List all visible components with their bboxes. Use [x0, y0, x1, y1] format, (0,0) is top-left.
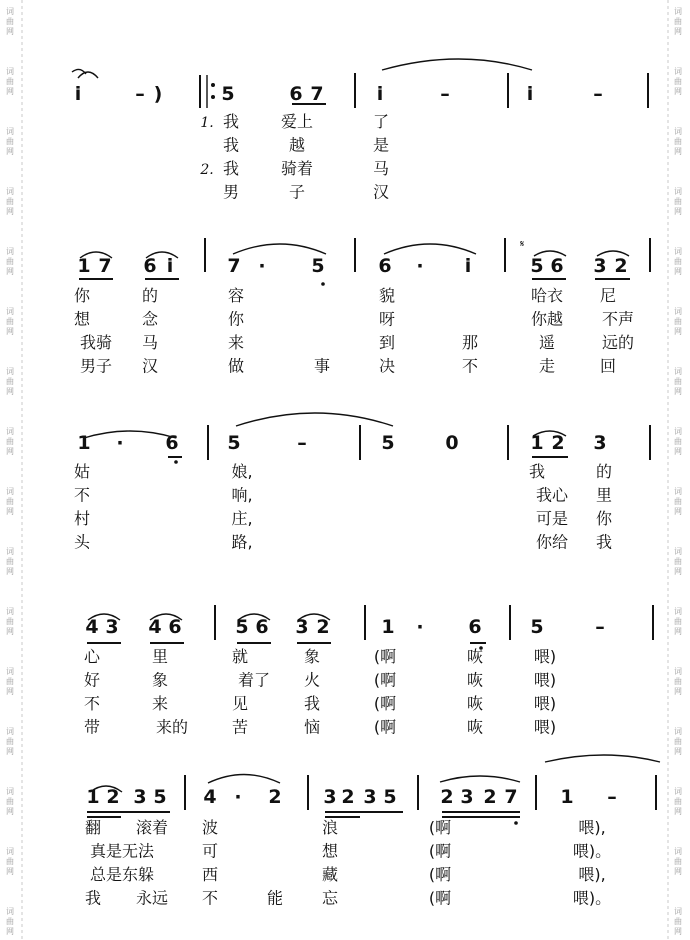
- watermark-char: 词: [6, 667, 14, 676]
- jianpu-note: 5: [383, 786, 397, 808]
- jianpu-note: 2: [440, 786, 454, 808]
- watermark-char: 词: [674, 247, 682, 256]
- watermark-char: 曲: [6, 377, 14, 386]
- watermark-char: 网: [674, 207, 682, 216]
- watermark-char: 曲: [6, 257, 14, 266]
- watermark-char: 词: [674, 307, 682, 316]
- lyric-text: 那: [461, 333, 479, 352]
- lyric-text: 我: [222, 159, 240, 178]
- lyric-text: 我心: [535, 485, 569, 505]
- watermark-char: 词: [674, 727, 682, 736]
- jianpu-note: 0: [445, 432, 459, 454]
- lyric-text: (啊: [428, 818, 452, 837]
- jianpu-note: –: [593, 83, 603, 105]
- watermark-char: 词: [674, 127, 682, 136]
- watermark-char: 曲: [674, 377, 682, 386]
- lyric-text: 到: [378, 333, 396, 352]
- watermark-char: 曲: [674, 797, 682, 806]
- lyric-text: 了: [372, 112, 390, 131]
- tie-arc: [208, 775, 280, 784]
- lyric-text: 越: [288, 135, 306, 155]
- jianpu-note: 2: [551, 432, 565, 454]
- lyric-text: 恼: [303, 717, 321, 737]
- watermark-char: 词: [674, 787, 682, 796]
- lyric-text: 波: [201, 818, 219, 837]
- watermark-char: 曲: [674, 737, 682, 746]
- verse-number: 2.: [200, 162, 214, 178]
- lyric-text: 遥: [538, 333, 556, 352]
- jianpu-note: 3: [105, 616, 119, 638]
- jianpu-note: 6: [378, 255, 392, 277]
- jianpu-note: 1: [530, 432, 544, 454]
- jianpu-note: 6: [168, 616, 182, 638]
- lyric-text: 能: [266, 888, 284, 908]
- watermark-char: 词: [6, 187, 14, 196]
- watermark-char: 词: [674, 907, 682, 916]
- lyric-text: (啊: [373, 670, 397, 690]
- lower-octave-dot: [321, 282, 325, 286]
- lyric-text: 你: [73, 286, 91, 305]
- jianpu-note: 5: [221, 83, 235, 105]
- lyric-text: 好: [83, 670, 101, 690]
- jianpu-note: 5: [311, 255, 325, 277]
- system-4: [84, 616, 605, 737]
- lyric-text: 喂): [533, 694, 557, 713]
- lyric-text: 做: [227, 356, 245, 376]
- lyric-text: 不: [461, 356, 479, 376]
- lyric-text: 汉: [372, 182, 390, 202]
- watermark-char: 词: [6, 547, 14, 556]
- lyric-text: 苦: [231, 717, 249, 737]
- lyric-text: (啊: [428, 841, 452, 861]
- lyric-text: 喂)。: [572, 888, 612, 908]
- lyric-text: 你给: [535, 532, 569, 552]
- watermark-char: 词: [6, 367, 14, 376]
- jianpu-note: 5: [153, 786, 167, 808]
- watermark-char: 曲: [674, 677, 682, 686]
- jianpu-note: 3: [593, 255, 607, 277]
- jianpu-note: 3: [460, 786, 474, 808]
- jianpu-note: 5: [227, 432, 241, 454]
- lyric-text: 翻: [84, 818, 102, 837]
- watermark-char: 网: [6, 327, 14, 336]
- jianpu-note: 1: [86, 786, 100, 808]
- watermark-char: 词: [6, 787, 14, 796]
- jianpu-note: 7: [98, 255, 112, 277]
- segno-mark: 𝄋: [520, 239, 525, 250]
- lyric-text: 汉: [141, 356, 159, 376]
- jianpu-note: 3: [323, 786, 337, 808]
- watermark-char: 网: [674, 387, 682, 396]
- lyric-text: 娘,: [231, 462, 253, 481]
- watermark-char: 曲: [6, 677, 14, 686]
- watermark-char: 网: [674, 567, 682, 576]
- jianpu-note: 2: [268, 786, 282, 808]
- watermark-char: 网: [6, 807, 14, 816]
- lyric-text: 马: [372, 159, 390, 178]
- jianpu-note: ·: [116, 432, 124, 454]
- lyric-text: 不: [83, 694, 101, 713]
- jianpu-note: 2: [341, 786, 355, 808]
- jianpu-note: –: [595, 616, 605, 638]
- watermark-char: 词: [674, 367, 682, 376]
- jianpu-note: 6: [550, 255, 564, 277]
- lyric-text: 不: [73, 485, 91, 505]
- watermark-char: 网: [674, 267, 682, 276]
- jianpu-note: i: [166, 255, 174, 277]
- watermark-char: 曲: [674, 617, 682, 626]
- jianpu-note: 1: [77, 255, 91, 277]
- lyric-text: 藏: [321, 865, 339, 884]
- lyric-text: 可是: [535, 509, 569, 528]
- system-3: [74, 432, 613, 552]
- lyric-text: 喂)。: [572, 841, 612, 861]
- watermark-char: 网: [674, 507, 682, 516]
- lyric-text: 带: [83, 717, 101, 737]
- watermark-char: 曲: [6, 137, 14, 146]
- watermark-char: 网: [674, 327, 682, 336]
- lower-octave-dot: [174, 460, 178, 464]
- watermark-char: 网: [6, 207, 14, 216]
- jianpu-note: 4: [203, 786, 217, 808]
- lyric-text: 走: [538, 356, 556, 376]
- lyric-text: 念: [141, 309, 159, 329]
- lyric-text: 你: [595, 509, 613, 528]
- jianpu-note: 6: [165, 432, 179, 454]
- watermark-char: 网: [674, 447, 682, 456]
- lyric-text: 是: [372, 135, 390, 155]
- watermark-char: 词: [674, 187, 682, 196]
- lyric-text: 咴: [466, 717, 484, 737]
- lyric-text: 的: [141, 286, 159, 305]
- lyric-text: 我: [222, 112, 240, 131]
- jianpu-note: 2: [316, 616, 330, 638]
- lyric-text: (啊: [428, 865, 452, 884]
- tie-arc: [84, 431, 176, 438]
- lyric-text: 我: [84, 888, 102, 908]
- slur-arc: [440, 776, 520, 782]
- jianpu-note: 1: [381, 616, 395, 638]
- jianpu-note: ): [153, 83, 163, 105]
- watermark-char: 词: [674, 427, 682, 436]
- watermark-char: 曲: [674, 917, 682, 926]
- watermark-char: 网: [6, 27, 14, 36]
- jianpu-note: –: [135, 83, 145, 105]
- lyric-text: 我: [595, 532, 613, 552]
- lyric-text: 不: [201, 888, 219, 908]
- lyric-text: 姑: [73, 462, 91, 481]
- lyric-text: 容: [227, 286, 245, 305]
- lyric-text: 马: [141, 333, 159, 352]
- watermark-char: 网: [674, 27, 682, 36]
- jianpu-note: 5: [530, 255, 544, 277]
- jianpu-note: 2: [614, 255, 628, 277]
- watermark-char: 网: [6, 567, 14, 576]
- watermark-char: 曲: [6, 617, 14, 626]
- watermark-char: 词: [6, 7, 14, 16]
- lyric-text: 我: [303, 694, 321, 713]
- watermark-char: 曲: [6, 317, 14, 326]
- watermark-char: 曲: [674, 137, 682, 146]
- watermark-char: 曲: [674, 857, 682, 866]
- watermark-char: 网: [674, 687, 682, 696]
- lyric-text: 来: [227, 333, 245, 352]
- lyric-text: 回: [599, 356, 617, 376]
- jianpu-note: 7: [310, 83, 324, 105]
- lyric-text: 男: [222, 182, 240, 202]
- jianpu-note: ·: [416, 616, 424, 638]
- lyric-text: 象: [303, 647, 321, 666]
- watermark-char: 网: [674, 747, 682, 756]
- lyric-text: 远的: [601, 333, 635, 352]
- watermark-char: 词: [6, 127, 14, 136]
- watermark-char: 曲: [6, 77, 14, 86]
- lyric-text: 来的: [155, 717, 189, 737]
- watermark-char: 网: [6, 447, 14, 456]
- watermark-char: 网: [6, 507, 14, 516]
- tie-arc: [233, 244, 326, 254]
- system-2: [74, 255, 634, 376]
- lyric-text: (啊: [373, 717, 397, 737]
- watermark-char: 曲: [6, 197, 14, 206]
- verse-number: 1.: [200, 115, 214, 131]
- watermark-char: 曲: [6, 857, 14, 866]
- lyric-text: 总是东躲: [89, 865, 155, 884]
- lyric-text: 象: [151, 670, 169, 690]
- watermark-char: 网: [674, 147, 682, 156]
- jianpu-note: ·: [258, 255, 266, 277]
- watermark-char: 词: [6, 67, 14, 76]
- jianpu-note: 5: [381, 432, 395, 454]
- jianpu-note: –: [607, 786, 617, 808]
- jianpu-note: 1: [560, 786, 574, 808]
- lyric-text: (啊: [428, 888, 452, 908]
- lyric-text: 爱上: [280, 112, 314, 131]
- system-1-structure: [78, 59, 648, 108]
- lyric-text: 火: [303, 670, 321, 690]
- watermark-char: 词: [674, 847, 682, 856]
- watermark-char: 网: [6, 87, 14, 96]
- watermark-char: 词: [6, 907, 14, 916]
- watermark-char: 网: [6, 867, 14, 876]
- lyric-text: 浪: [321, 818, 339, 837]
- jianpu-note: i: [74, 83, 82, 105]
- watermark-char: 网: [674, 807, 682, 816]
- lyric-text: 我: [222, 135, 240, 155]
- watermark-char: 网: [6, 147, 14, 156]
- watermark-char: 词: [6, 427, 14, 436]
- lyric-text: 路,: [231, 532, 253, 552]
- watermark-char: 曲: [674, 77, 682, 86]
- tie-arc: [545, 755, 660, 762]
- watermark-char: 词: [6, 247, 14, 256]
- lyric-text: 喂),: [578, 818, 606, 837]
- lyric-text: 可: [201, 841, 219, 861]
- lyric-text: 的: [595, 462, 613, 481]
- jianpu-note: ·: [416, 255, 424, 277]
- lyric-text: 永远: [135, 888, 169, 908]
- jianpu-note: 3: [133, 786, 147, 808]
- lyric-text: 想: [73, 309, 91, 329]
- lyric-text: 貌: [378, 286, 396, 305]
- jianpu-note: –: [440, 83, 450, 105]
- watermark-char: 词: [674, 487, 682, 496]
- lyric-text: 滚着: [135, 818, 169, 837]
- watermark-char: 网: [6, 627, 14, 636]
- lyric-text: 我骑: [79, 333, 113, 352]
- watermark-char: 网: [6, 747, 14, 756]
- tie-arc: [236, 413, 393, 426]
- jianpu-note: 4: [148, 616, 162, 638]
- jianpu-note: 6: [255, 616, 269, 638]
- system-2-structure: [79, 238, 650, 286]
- lyric-text: 头: [73, 532, 91, 552]
- watermark-char: 曲: [674, 497, 682, 506]
- lyric-text: 就: [231, 647, 249, 666]
- repeat-dot-upper: [211, 83, 215, 87]
- watermark-char: 曲: [674, 437, 682, 446]
- watermark-char: 网: [6, 687, 14, 696]
- jianpu-note: 7: [504, 786, 518, 808]
- watermark-char: 网: [6, 927, 14, 936]
- jianpu-note: 6: [468, 616, 482, 638]
- watermark-char: 曲: [6, 437, 14, 446]
- jianpu-note: 6: [143, 255, 157, 277]
- lyric-text: 喂): [533, 670, 557, 690]
- watermark-char: 曲: [6, 737, 14, 746]
- lyric-text: 着了: [237, 670, 271, 690]
- lyric-text: 忘: [321, 888, 339, 908]
- watermark-char: 曲: [674, 557, 682, 566]
- watermark-char: 曲: [6, 497, 14, 506]
- jianpu-note: ·: [234, 786, 242, 808]
- watermark-char: 网: [674, 87, 682, 96]
- lyric-text: 男子: [79, 356, 113, 376]
- watermark-char: 曲: [674, 317, 682, 326]
- lyric-text: 事: [313, 356, 331, 376]
- watermark-char: 曲: [674, 257, 682, 266]
- watermark-char: 网: [6, 387, 14, 396]
- watermark-char: 词: [6, 307, 14, 316]
- lyric-text: 真是无法: [89, 841, 155, 861]
- jianpu-note: 3: [295, 616, 309, 638]
- watermark-char: 网: [674, 867, 682, 876]
- lyric-text: 村: [73, 509, 91, 528]
- watermark-char: 曲: [6, 917, 14, 926]
- lyric-text: (啊: [373, 694, 397, 713]
- lyric-text: 喂): [533, 717, 557, 737]
- watermark-char: 词: [674, 67, 682, 76]
- repeat-dot-lower: [211, 95, 215, 99]
- lyric-text: 咴: [466, 647, 484, 666]
- jianpu-note: i: [376, 83, 384, 105]
- watermark-char: 网: [6, 267, 14, 276]
- jianpu-note: 5: [235, 616, 249, 638]
- lyric-text: 不声: [601, 309, 635, 329]
- lyric-text: 骑着: [280, 159, 314, 178]
- watermark-char: 曲: [674, 17, 682, 26]
- lyric-text: 咴: [466, 670, 484, 690]
- jianpu-note: 2: [483, 786, 497, 808]
- lyric-text: 喂): [533, 647, 557, 666]
- jianpu-note: 7: [227, 255, 241, 277]
- lower-octave-dot: [514, 821, 518, 825]
- watermark-char: 曲: [674, 197, 682, 206]
- jianpu-note: i: [464, 255, 472, 277]
- lyric-text: 响,: [231, 485, 253, 505]
- lyric-text: 你: [227, 309, 245, 329]
- lyric-text: 来: [151, 694, 169, 713]
- watermark-char: 词: [674, 607, 682, 616]
- watermark-char: 词: [6, 727, 14, 736]
- watermark-char: 网: [674, 927, 682, 936]
- tie-arc: [78, 72, 98, 78]
- watermark-char: 词: [674, 667, 682, 676]
- watermark-char: 词: [6, 487, 14, 496]
- lyric-text: 想: [321, 841, 339, 861]
- watermark-char: 曲: [6, 557, 14, 566]
- jianpu-note: 5: [530, 616, 544, 638]
- lyric-text: 喂),: [578, 865, 606, 884]
- lyric-text: 咴: [466, 694, 484, 713]
- jianpu-note: 1: [77, 432, 91, 454]
- watermark-char: 词: [674, 7, 682, 16]
- lyric-text: (啊: [373, 647, 397, 666]
- lyric-text: 里: [595, 485, 613, 505]
- lyric-text: 心: [83, 647, 101, 666]
- tie-arc: [382, 59, 532, 70]
- jianpu-note: i: [526, 83, 534, 105]
- lyric-text: 庄,: [231, 509, 253, 528]
- system-1: [75, 83, 603, 202]
- jianpu-note: 3: [593, 432, 607, 454]
- watermark-char: 词: [674, 547, 682, 556]
- tie-arc: [384, 244, 476, 254]
- watermark-char: 词: [6, 847, 14, 856]
- watermark-char: 曲: [6, 17, 14, 26]
- watermark-char: 词: [6, 607, 14, 616]
- lyric-text: 子: [288, 182, 306, 202]
- lyric-text: 决: [378, 356, 396, 376]
- jianpu-note: 6: [289, 83, 303, 105]
- jianpu-note: –: [297, 432, 307, 454]
- lyric-text: 我: [528, 462, 546, 481]
- jianpu-note: 3: [363, 786, 377, 808]
- lyric-text: 尼: [599, 286, 617, 305]
- lyric-text: 你越: [530, 309, 564, 329]
- lyric-text: 西: [201, 865, 219, 884]
- jianpu-note: 4: [85, 616, 99, 638]
- lyric-text: 呀: [378, 309, 396, 329]
- score-content: [72, 69, 634, 907]
- jianpu-note: 2: [106, 786, 120, 808]
- watermark-char: 网: [674, 627, 682, 636]
- lyric-text: 里: [151, 647, 169, 666]
- lyric-text: 哈衣: [530, 286, 564, 305]
- watermark-char: 曲: [6, 797, 14, 806]
- lyric-text: 见: [231, 694, 249, 713]
